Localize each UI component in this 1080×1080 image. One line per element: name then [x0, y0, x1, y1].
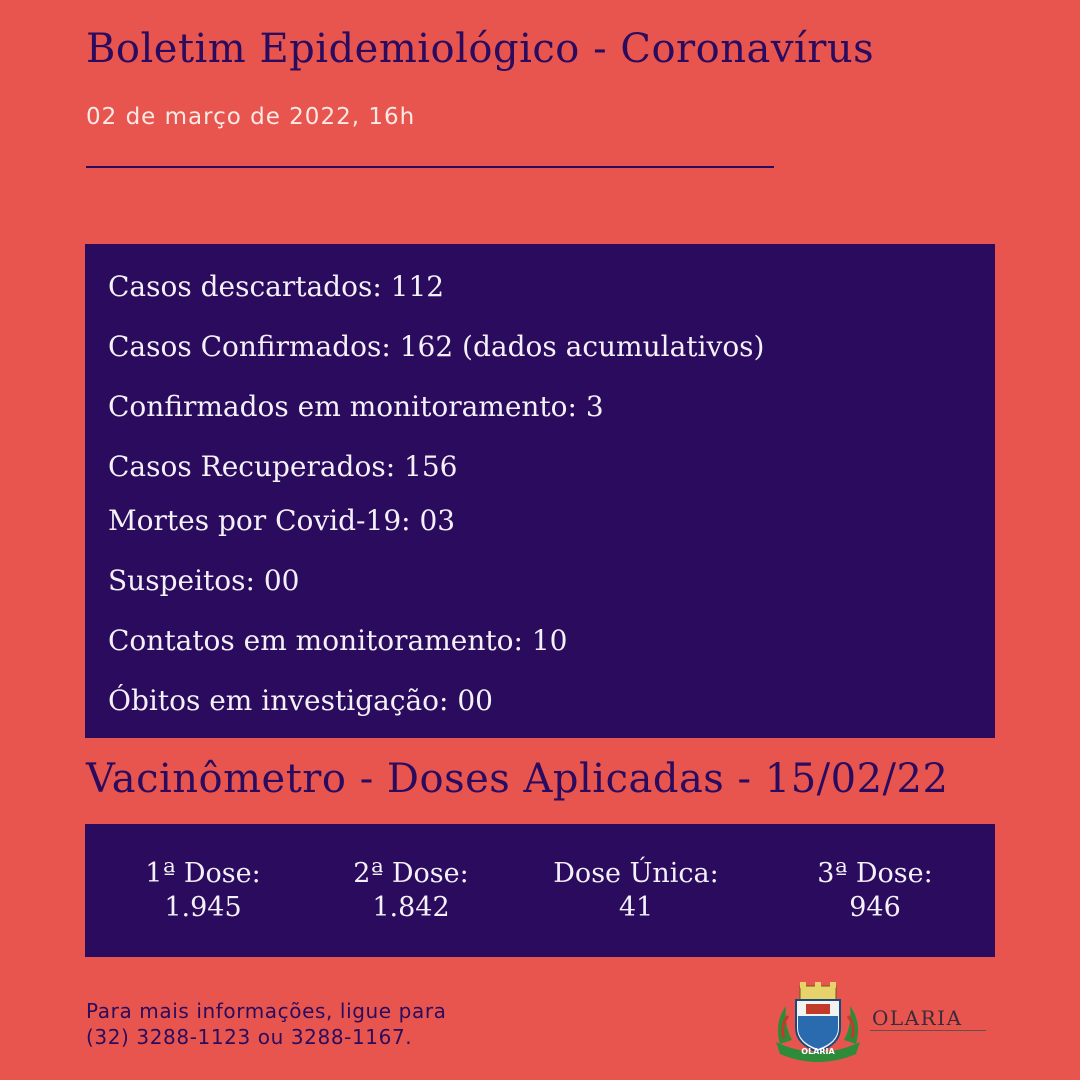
- stats-panel: [85, 244, 995, 738]
- crest-label: OLARIA: [801, 1047, 835, 1056]
- stat-contacts-monitoring: Contatos em monitoramento: 10: [108, 624, 568, 657]
- contact-line-1: Para mais informações, ligue para: [86, 999, 447, 1023]
- stat-discarded-cases: Casos descartados: 112: [108, 270, 445, 303]
- stat-confirmed-cases: Casos Confirmados: 162 (dados acumulativos): [108, 330, 765, 363]
- stat-confirmed-monitoring: Confirmados em monitoramento: 3: [108, 390, 604, 423]
- title-divider: [86, 166, 774, 168]
- page-title: Boletim Epidemiológico - Coronavírus: [86, 26, 875, 72]
- dose-second-value: 1.842: [372, 892, 450, 923]
- logo-underline: [870, 1030, 986, 1031]
- dose-third-label: 3ª Dose:: [817, 858, 933, 889]
- crest-ribbon-text: [770, 982, 866, 1062]
- dose-first-label: 1ª Dose:: [145, 858, 261, 889]
- dose-single-value: 41: [618, 892, 654, 923]
- dose-third: [817, 857, 932, 925]
- contact-line-2: (32) 3288-1123 ou 3288-1167.: [86, 1025, 413, 1049]
- vaccine-title: Vacinômetro - Doses Aplicadas - 15/02/22: [86, 756, 949, 802]
- stat-suspects: Suspeitos: 00: [108, 564, 300, 597]
- olaria-logo: [770, 982, 990, 1062]
- contact-info: [86, 998, 447, 1050]
- stat-deaths-investigation: Óbitos em investigação: 00: [108, 684, 493, 717]
- dose-second: [353, 857, 468, 925]
- vaccine-panel: [85, 824, 995, 957]
- stat-covid-deaths: Mortes por Covid-19: 03: [108, 504, 456, 537]
- bulletin-date: 02 de março de 2022, 16h: [86, 104, 416, 130]
- dose-third-value: 946: [849, 892, 901, 923]
- dose-first-value: 1.945: [164, 892, 242, 923]
- logo-wordmark: OLARIA: [872, 1006, 963, 1030]
- dose-second-label: 2ª Dose:: [353, 858, 469, 889]
- stat-recovered-cases: Casos Recuperados: 156: [108, 450, 458, 483]
- dose-single-label: Dose Única:: [553, 858, 719, 889]
- dose-first: [145, 857, 260, 925]
- dose-single: [553, 857, 718, 925]
